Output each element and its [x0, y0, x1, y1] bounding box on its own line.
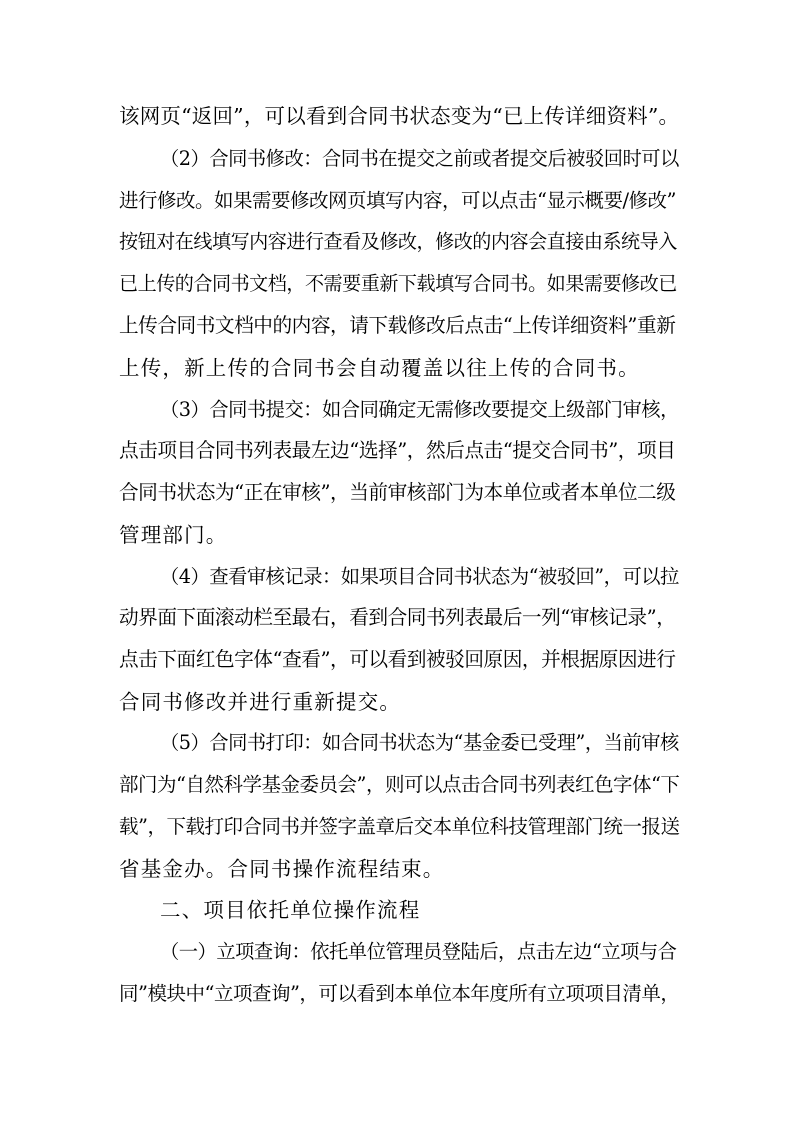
text-line: 已上传的合同书文档，不需要重新下载填写合同书。如果需要修改已	[119, 272, 677, 295]
text-line: 进行修改。如果需要修改网页填写内容，可以点击“显示概要/修改”	[119, 189, 677, 212]
text-line: 该网页“返回”，可以看到合同书状态变为“已上传详细资料”。	[119, 104, 680, 128]
subsection-line-1: （一）立项查询：依托单位管理员登陆后，点击左边“立项与合	[160, 940, 677, 963]
text-line: 部门为“自然科学基金委员会”，则可以点击合同书列表红色字体“下	[119, 773, 680, 796]
paragraph-4-line-1: （4）查看审核记录：如果项目合同书状态为“被驳回”，可以拉	[160, 565, 679, 588]
text-line: 上传合同书文档中的内容，请下载修改后点击“上传详细资料”重新	[119, 314, 676, 337]
text-line: 上传，新上传的合同书会自动覆盖以往上传的合同书。	[119, 356, 640, 380]
text-line: 管理部门。	[119, 523, 228, 547]
paragraph-2-line-1: （2）合同书修改：合同书在提交之前或者提交后被驳回时可以	[160, 147, 679, 170]
paragraph-3-line-1: （3）合同书提交：如合同确定无需修改要提交上级部门审核，	[160, 398, 679, 421]
paragraph-5-line-1: （5）合同书打印：如合同书状态为“基金委已受理”，当前审核	[160, 731, 679, 754]
text-line: 动界面下面滚动栏至最右，看到合同书列表最后一列“审核记录”，	[119, 606, 676, 629]
text-line: 省基金办。合同书操作流程结束。	[119, 857, 445, 881]
text-line: 点击项目合同书列表最左边“选择”，然后点击“提交合同书”，项目	[119, 439, 676, 462]
section-heading: 二、项目依托单位操作流程	[160, 898, 421, 922]
text-line: 点击下面红色字体“查看”，可以看到被驳回原因，并根据原因进行	[119, 648, 676, 671]
text-line: 载”，下载打印合同书并签字盖章后交本单位科技管理部门统一报送	[119, 815, 680, 838]
text-line: 合同书状态为“正在审核”，当前审核部门为本单位或者本单位二级	[119, 481, 676, 504]
text-line: 按钮对在线填写内容进行查看及修改，修改的内容会直接由系统导入	[119, 230, 677, 253]
text-line: 合同书修改并进行重新提交。	[119, 690, 402, 714]
text-line: 同”模块中“立项查询”，可以看到本单位本年度所有立项项目清单，	[119, 982, 680, 1005]
